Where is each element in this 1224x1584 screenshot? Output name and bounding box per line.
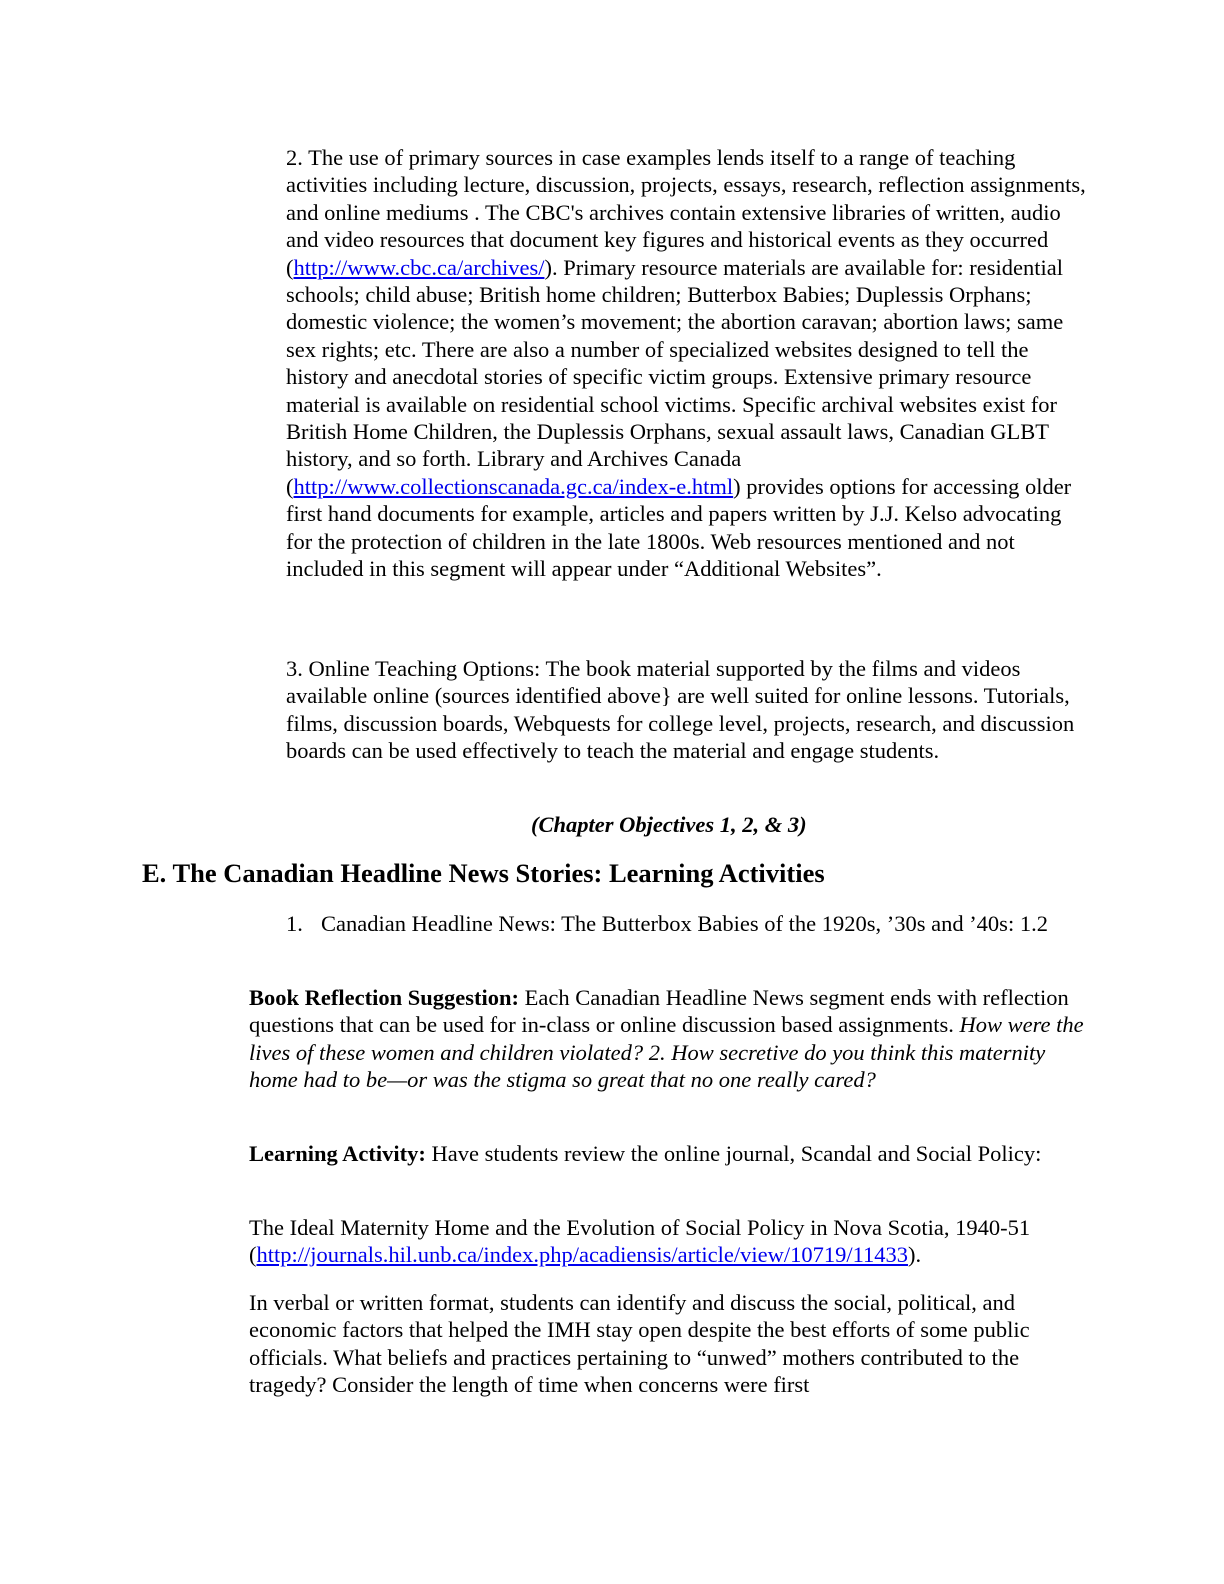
list-item xyxy=(286,910,1086,937)
ideal-home-text: The Ideal Maternity Home and the Evolution of Social Policy in Nova Scotia, 1940-51 ( xyxy=(249,1215,1031,1268)
paragraph-2-text-middle: ). Primary resource materials are available for: residential schools; child abuse; British home children; Butterbox Babies; Duplessis Orphans; domestic violence; the women’s movement; the abortion caravan; abortion laws; same sex rights; etc. There are also a number of specialized websites designed to tell the history and anecdotal stories of specific victim groups. Extensive primary resource material is available on residential school victims. Specific archival websites exist for British Home Children, the Duplessis Orphans, sexual assault laws, Canadian GLBT history, and so forth. Library and Archives Canada ( xyxy=(286,254,1064,499)
ideal-maternity-home-paragraph xyxy=(249,1214,1089,1269)
paragraph-2-text-start: 2. The use of primary sources in case examples lends itself to a range of teaching activities including lecture, discussion, projects, essays, research, reflection assignments, and online mediums . The CBC's archives contain extensive libraries of written, audio and video resources that document key figures and historical events as they occurred ( xyxy=(286,145,1086,280)
cbc-archives-link[interactable]: http://www.cbc.ca/archives/ xyxy=(293,254,545,280)
paragraph-online-teaching: 3. Online Teaching Options: The book material supported by the films and videos available online (sources identified above} are well suited for online lessons. Tutorials, films, discussion boards, Webquests for college level, projects, research, and discussion boards can be used effectively to teach the material and engage students. xyxy=(286,656,1075,764)
verbal-written-paragraph: In verbal or written format, students can identify and discuss the social, political, and economic factors that helped the IMH stay open despite the best efforts of some public officials. What beliefs and practices pertaining to “unwed” mothers contributed to the tragedy? Consider the length of time when concerns were first xyxy=(249,1290,1030,1398)
book-reflection-label: Book Reflection Suggestion: xyxy=(249,985,519,1010)
list-item-text: Canadian Headline News: The Butterbox Babies of the 1920s, ’30s and ’40s: 1.2 xyxy=(321,911,1048,936)
list-item-number: 1. xyxy=(286,911,303,936)
learning-activity-label: Learning Activity: xyxy=(249,1141,426,1166)
journal-article-link[interactable]: http://journals.hil.unb.ca/index.php/acadiensis/article/view/10719/11433 xyxy=(256,1242,909,1268)
collections-canada-link[interactable]: http://www.collectionscanada.gc.ca/index-e.html xyxy=(293,473,734,499)
chapter-objectives: (Chapter Objectives 1, 2, & 3) xyxy=(531,812,807,837)
section-heading: E. The Canadian Headline News Stories: Learning Activities xyxy=(142,858,825,888)
paragraph-primary-sources xyxy=(286,144,1086,583)
learning-activity-text: Have students review the online journal, Scandal and Social Policy: xyxy=(425,1141,1042,1166)
book-reflection-paragraph xyxy=(249,984,1089,1094)
book-reflection-questions: How were the lives of these women and children violated? 2. How secretive do you think this maternity home had to be—or was the stigma so great that no one really cared? xyxy=(249,1012,1084,1093)
book-reflection-text: Each Canadian Headline News segment ends with reflection questions that can be used for in-class or online discussion based assignments. xyxy=(249,985,1069,1038)
ideal-home-text-end: ). xyxy=(908,1242,922,1268)
learning-activity-paragraph xyxy=(249,1140,1089,1167)
paragraph-2-text-end: ) provides options for accessing older first hand documents for example, articles and papers written by J.J. Kelso advocating for the protection of children in the late 1800s. Web resources mentioned and not included in this segment will appear under “Additional Websites”. xyxy=(286,473,1072,582)
